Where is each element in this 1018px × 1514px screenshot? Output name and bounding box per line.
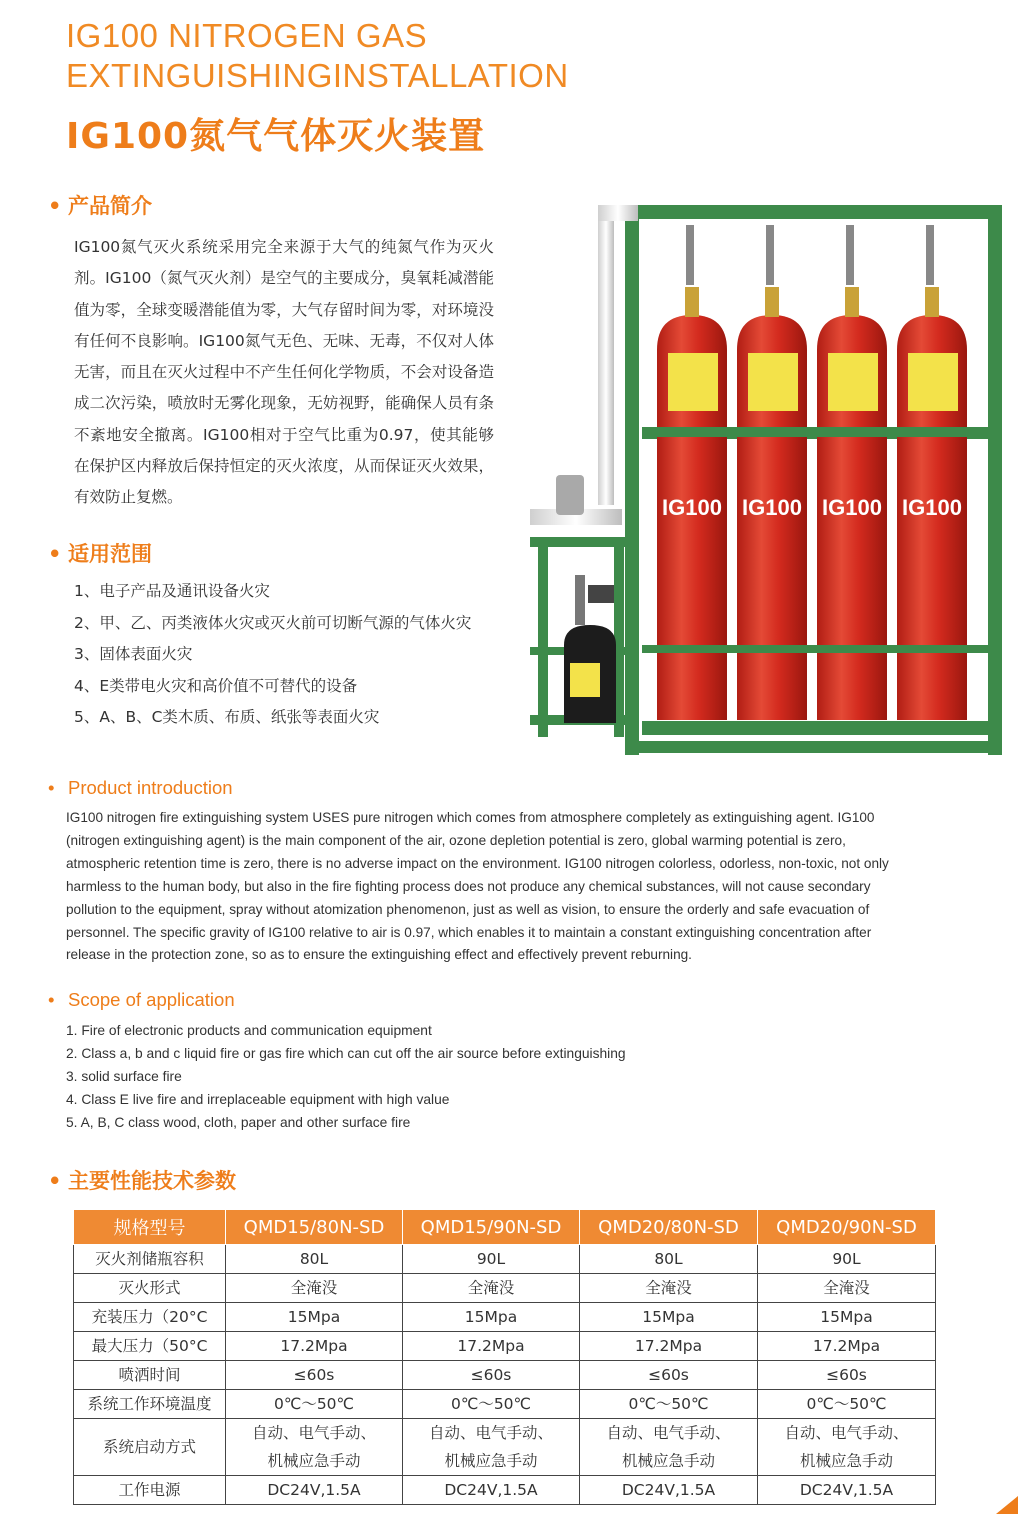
list-item: 5. A, B, C class wood, cloth, paper and other surface fire — [66, 1115, 411, 1130]
intro-en-text: IG100 nitrogen fire extinguishing system USES pure nitrogen which comes from atmosphere completely as extinguishing agent. IG100 (nitrogen extinguishing agent) is the main component of the air, ozone depletion potential is zero, global warming potential is zero, atmospheric retention time is zero, there is no adverse impact on the environment. IG100 nitrogen colorless, odorless, non-toxic, not only harmless to the human body, but also in the fire fighting process does not produce any chemical substances, will not cause secondary pollution to the equipment, spray without atomization phenomenon, just as well as vision, to ensure the orderly and safe evacuation of personnel. The specific gravity of IG100 relative to air is 0.97, which enables it to maintain a constant extinguishing concentration after release in the protection zone, so as to ensure the extinguishing effect and effectively prevent reburning. — [66, 810, 889, 963]
column-header: 规格型号 — [74, 1210, 226, 1245]
product-photo — [520, 175, 1010, 770]
list-item: 2. Class a, b and c liquid fire or gas fire which can cut off the air source before extinguishing — [66, 1046, 626, 1061]
list-item: 4、E类带电火灾和高价值不可替代的设备 — [74, 676, 358, 695]
table-cell: 17.2Mpa — [226, 1332, 403, 1361]
table-cell: DC24V,1.5A — [226, 1476, 403, 1505]
table-row — [74, 1245, 936, 1274]
table-cell: 全淹没 — [226, 1274, 403, 1303]
pilot-cylinder — [564, 575, 616, 723]
table-cell: 15Mpa — [226, 1303, 403, 1332]
table-cell: DC24V,1.5A — [580, 1476, 758, 1505]
corner-accent — [996, 1496, 1018, 1514]
list-item: 1、电子产品及通讯设备火灾 — [74, 582, 270, 600]
list-item: 4. Class E live fire and irreplaceable equipment with high value — [66, 1092, 450, 1107]
table-row — [74, 1419, 936, 1476]
table-cell: 0℃～50℃ — [226, 1390, 403, 1419]
table-cell: 15Mpa — [403, 1303, 580, 1332]
cylinder-label: IG100 — [742, 495, 802, 520]
table-cell: 17.2Mpa — [580, 1332, 758, 1361]
intro-cn-heading: • 产品简介 — [48, 194, 152, 218]
table-cell: 90L — [758, 1245, 936, 1274]
table-cell: DC24V,1.5A — [758, 1476, 936, 1505]
bullet-dot-icon: • — [48, 194, 62, 218]
title-chinese: IG100氮气气体灭火装置 — [66, 116, 486, 157]
bullet-dot-icon: • — [48, 1169, 62, 1193]
title-en-line2: EXTINGUISHINGINSTALLATION — [66, 57, 569, 94]
list-item: 3、固体表面火灾 — [74, 645, 193, 663]
table-cell: ≤60s — [226, 1361, 403, 1390]
scope-en-heading: • Scope of application — [48, 989, 235, 1010]
scope-cn-heading: • 适用范围 — [48, 542, 152, 566]
table-row — [74, 1303, 936, 1332]
scope-cn-list — [74, 576, 471, 734]
bullet-dot-icon: • — [48, 542, 62, 566]
pipe — [598, 205, 614, 505]
intro-cn-text: IG100氮气灭火系统采用完全来源于大气的纯氮气作为灭火剂。IG100（氮气灭火剂）是空气的主要成分，臭氧耗减潜能值为零，全球变暖潜能值为零，大气存留时间为零，对环境没有任何不良影响。IG100氮气无色、无味、无毒，不仅对人体无害，而且在灭火过程中不产生任何化学物质，不会对设备造成二次污染，喷放时无雾化现象，无妨视野，能确保人员有条不紊地安全撤离。IG100相对于空气比重为0.97，使其能够在保护区内释放后保持恒定的灭火浓度，从而保证灭火效果，有效防止复燃。 — [74, 238, 494, 507]
bullet-dot-icon: • — [48, 989, 55, 1010]
table-cell: 15Mpa — [758, 1303, 936, 1332]
table-header-row — [74, 1210, 936, 1245]
table-row — [74, 1274, 936, 1303]
column-header: QMD20/80N-SD — [580, 1210, 758, 1245]
row-label: 最大压力（50°C — [74, 1332, 226, 1361]
row-label: 灭火剂储瓶容积 — [74, 1245, 226, 1274]
table-cell: 自动、电气手动、机械应急手动 — [226, 1419, 403, 1476]
cylinder-label: IG100 — [902, 495, 962, 520]
row-label: 系统工作环境温度 — [74, 1390, 226, 1419]
list-item: 3. solid surface fire — [66, 1069, 182, 1084]
table-cell: 自动、电气手动、机械应急手动 — [580, 1419, 758, 1476]
scope-en-list — [66, 1019, 626, 1134]
table-cell: 15Mpa — [580, 1303, 758, 1332]
table-row — [74, 1476, 936, 1505]
table-cell: 全淹没 — [758, 1274, 936, 1303]
list-item: 1. Fire of electronic products and communication equipment — [66, 1023, 432, 1038]
row-label: 充装压力（20°C — [74, 1303, 226, 1332]
table-cell: 80L — [580, 1245, 758, 1274]
table-cell: 17.2Mpa — [758, 1332, 936, 1361]
list-item: 2、甲、乙、丙类液体火灾或灭火前可切断气源的气体火灾 — [74, 613, 472, 632]
table-row — [74, 1332, 936, 1361]
row-label: 系统启动方式 — [74, 1419, 226, 1476]
table-cell: 自动、电气手动、机械应急手动 — [758, 1419, 936, 1476]
table-cell: ≤60s — [758, 1361, 936, 1390]
table-cell: 0℃～50℃ — [403, 1390, 580, 1419]
list-item: 5、A、B、C类木质、布质、纸张等表面火灾 — [74, 708, 380, 726]
specs-table — [73, 1209, 936, 1505]
bullet-dot-icon: • — [48, 777, 55, 798]
table-cell: 全淹没 — [580, 1274, 758, 1303]
table-cell: ≤60s — [580, 1361, 758, 1390]
table-row — [74, 1361, 936, 1390]
row-label: 喷洒时间 — [74, 1361, 226, 1390]
table-cell: 0℃～50℃ — [758, 1390, 936, 1419]
table-cell: ≤60s — [403, 1361, 580, 1390]
table-cell: 80L — [226, 1245, 403, 1274]
column-header: QMD20/90N-SD — [758, 1210, 936, 1245]
cylinder-label: IG100 — [662, 495, 722, 520]
table-row — [74, 1390, 936, 1419]
column-header: QMD15/80N-SD — [226, 1210, 403, 1245]
table-cell: 90L — [403, 1245, 580, 1274]
specs-heading: • 主要性能技术参数 — [48, 1169, 236, 1193]
cylinder-label: IG100 — [822, 495, 882, 520]
title-english — [66, 16, 666, 96]
intro-en-heading: • Product introduction — [48, 777, 233, 798]
table-cell: 17.2Mpa — [403, 1332, 580, 1361]
column-header: QMD15/90N-SD — [403, 1210, 580, 1245]
table-cell: DC24V,1.5A — [403, 1476, 580, 1505]
row-label: 灭火形式 — [74, 1274, 226, 1303]
table-cell: 自动、电气手动、机械应急手动 — [403, 1419, 580, 1476]
table-cell: 全淹没 — [403, 1274, 580, 1303]
title-en-line1: IG100 NITROGEN GAS — [66, 17, 428, 54]
table-cell: 0℃～50℃ — [580, 1390, 758, 1419]
row-label: 工作电源 — [74, 1476, 226, 1505]
